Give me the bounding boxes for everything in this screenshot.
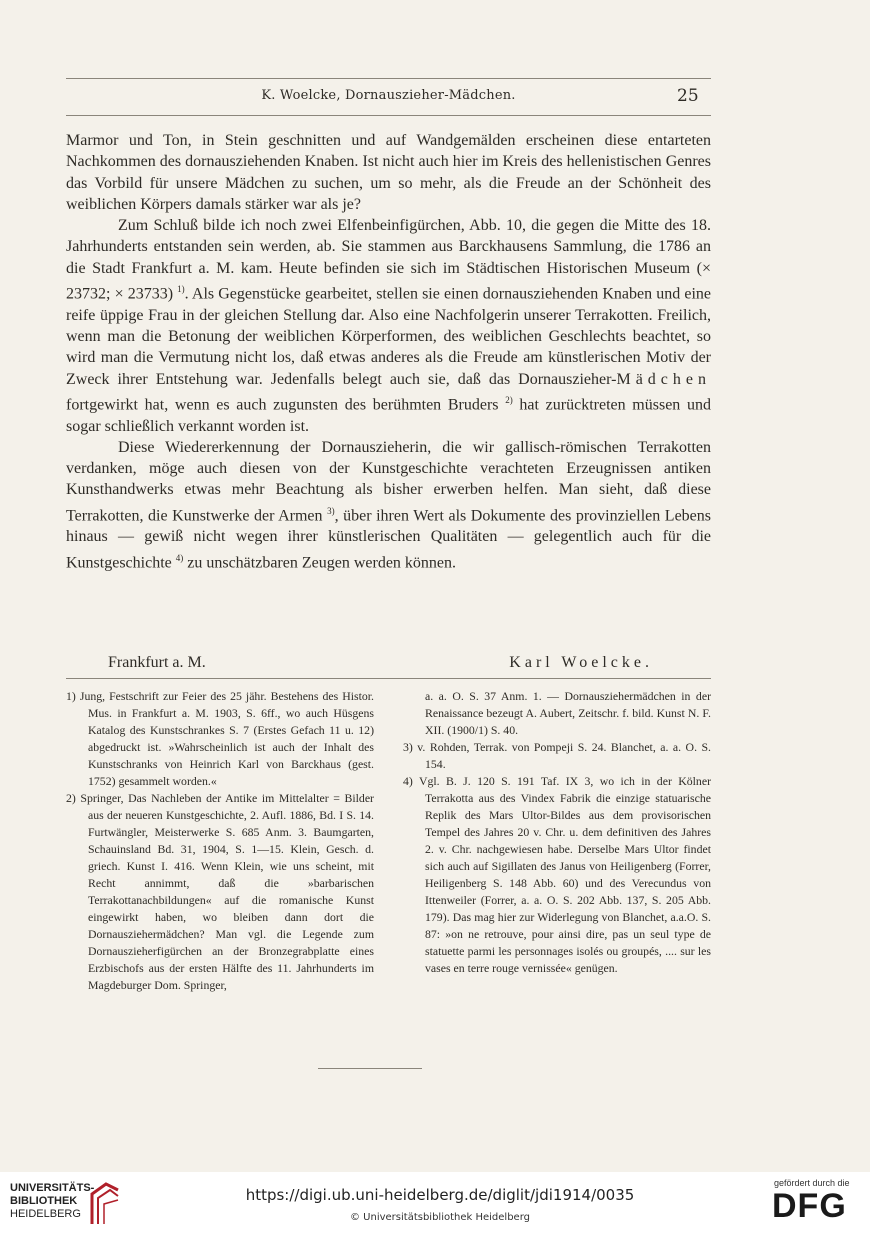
footnotes [66, 688, 711, 994]
footnote-1: 1) Jung, Festschrift zur Feier des 25 jähr. Bestehens des Histor. Mus. in Frankfurt a. M. 1903, S. 6ff., wo auch Hüsgens Katalog des Kunstschrankes S. 7 (Erstes Gefach 11 u. 12) abgedruckt ist. »Wahrscheinlich ist auch der Inhalt des Kunstschranks von Heinrich Karl von Barckhaus (gest. 1752) gesammelt worden.« [66, 689, 374, 788]
footnote-2-continued: a. a. O. S. 37 Anm. 1. — Dornausziehermädchen in der Renaissance bezeugt A. Aubert, Zeitschr. f. bild. Kunst N. F. XII. (1900/1) S. 40. [425, 689, 711, 737]
footnotes-right-column [403, 688, 711, 994]
paragraph-1: Marmor und Ton, in Stein geschnitten und auf Wandgemälden erscheinen diese entarteten Nachkommen des dornausziehenden Knaben. Ist nicht auch hier im Kreis des hellenistischen Genres das Vorbild für unsere Mädchen zu suchen, um so mehr, als die Freude an der Schönheit des weiblichen Körpers damals stärker war als je? [66, 132, 711, 213]
dfg-logo[interactable]: DFG [772, 1187, 847, 1225]
footnote-ref-3[interactable]: 3) [327, 505, 335, 516]
footnotes-left-column [66, 688, 374, 994]
page-number: 25 [677, 86, 699, 106]
footnote-ref-4[interactable]: 4) [175, 552, 184, 563]
permalink[interactable]: https://digi.ub.uni-heidelberg.de/diglit/jdi1914/0035 [245, 1186, 635, 1204]
funding-note: gefördert durch die [774, 1178, 850, 1188]
paragraph-3: Diese Wiedererkennung der Dornauszieherin, die wir gallisch-römischen Terrakotten verdanken, möge auch diesen von der Kunstgeschichte verachteten Erzeugnissen antiken Kunsthandwerks etwas mehr Beachtung als bisher erwerben helfen. Man sieht, daß diese Terrakotten, die Kunstwerke der Armen $^{3)}$, über ihren Wert als Dokumente des provinziellen Lebens hinaus — gewiß nicht wegen ihrer künstlerischen Qualitäten — gelegentlich auch für die Kunstgeschichte $^{4)}$ zu unschätzbaren Zeugen werden können. [66, 438, 712, 571]
article-body [66, 130, 711, 573]
running-title: K. Woelcke, Dornauszieher-Mädchen. [261, 88, 516, 103]
emphasized-word: Mädchen [616, 370, 711, 388]
signature-author: Karl Woelcke. [509, 654, 653, 671]
library-logo[interactable]: UNIVERSITÄTS- BIBLIOTHEK HEIDELBERG [10, 1182, 95, 1220]
header-rule-top [66, 78, 711, 79]
header-rule-bottom [66, 115, 711, 116]
end-rule [318, 1068, 422, 1069]
signature [108, 654, 653, 672]
footnote-rule [66, 678, 711, 679]
footnote-4: 4) Vgl. B. J. 120 S. 191 Taf. IX 3, wo ich in der Kölner Terrakotta aus des Vindex Fabrik die einzige statuarische Replik des Mars Ultor-Bildes aus dem provisorischen Tempel des Jahres 20 v. Chr. u. dem definitiven des Jahres 2. v. Chr. nachgewiesen habe. Derselbe Mars Ultor findet sich auch auf Sigillaten des Janus von Heiligenberg (Forrer, Heiligenberg S. 148 Abb. 60) und des Verecundus von Ittenweiler (Forrer, a. a. O. S. 202 Abb. 137, S. 205 Abb. 179). Das mag hier zur Widerlegung von Blanchet, a.a.O. S. 87: »on ne retrouve, pour ainsi dire, pas un seul type de statuette parmi les personnages isolés ou groupés, .... sur les vases en terre rouge vernissée« genügen. [403, 774, 711, 975]
paragraph-2: Zum Schluß bilde ich noch zwei Elfenbeinfigürchen, Abb. 10, die gegen die Mitte des 18. Jahrhunderts entstanden sein werden, ab. Sie stammen aus Barckhausens Sammlung, die 1786 an die Stadt Frankfurt a. M. kam. Heute befinden sie sich im Städtischen Historischen Museum (× 23732; × 23733) $^{1)}$. Als Gegenstücke gearbeitet, stellen sie einen dornausziehenden Knaben und eine reife üppige Frau in der gleichen Stellung dar. Also eine Nachfolgerin unserer Terrakotten. Freilich, wenn man die Betonung der weiblichen Körperformen, des weiblichen Geschlechts beachtet, so wird man die Vermutung nicht los, daß etwas anderes als die Freude am künstlerischen Motiv der Zweck ihrer Entstehung war. Jedenfalls belegt auch sie, daß das Dornauszieher-Mädchen fortgewirkt hat, wenn es auch zugunsten des berühmten Bruders $^{2)}$ hat zurücktreten müssen und sogar schließlich verkannt worden ist. [66, 217, 712, 435]
library-emblem-icon [88, 1180, 122, 1226]
signature-place: Frankfurt a. M. [108, 654, 206, 671]
footnote-3: 3) v. Rohden, Terrak. von Pompeji S. 24. Blanchet, a. a. O. S. 154. [403, 740, 711, 771]
footnote-2: 2) Springer, Das Nachleben der Antike im Mittelalter = Bilder aus der neueren Kunstgeschichte, 2. Aufl. 1886, Bd. I S. 14. Furtwängler, Meisterwerke S. 685 Anm. 3. Baumgarten, Schauinsland Bd. 31, 1904, S. 1—15. Klein, Gesch. d. griech. Kunst I. 416. Wenn Klein, wie uns scheint, mit Recht annimmt, daß die »barbarischen Terrakottanachbildungen« auf die romanische Kunst eingewirkt haben, wo bleiben dann dort die Dornausziehermädchen? Man vgl. die Legende zum Dornauszieherfigürchen an der Bronzegrabplatte eines Erzbischofs aus der ersten Hälfte des 11. Jahrhunderts im Magdeburger Dom. Springer, [66, 791, 374, 992]
footnote-ref-2[interactable]: 2) [505, 394, 513, 405]
copyright-notice: © Universitätsbibliothek Heidelberg [349, 1212, 530, 1223]
footnote-ref-1[interactable]: 1) [177, 284, 185, 295]
digitization-footer [0, 1172, 870, 1233]
